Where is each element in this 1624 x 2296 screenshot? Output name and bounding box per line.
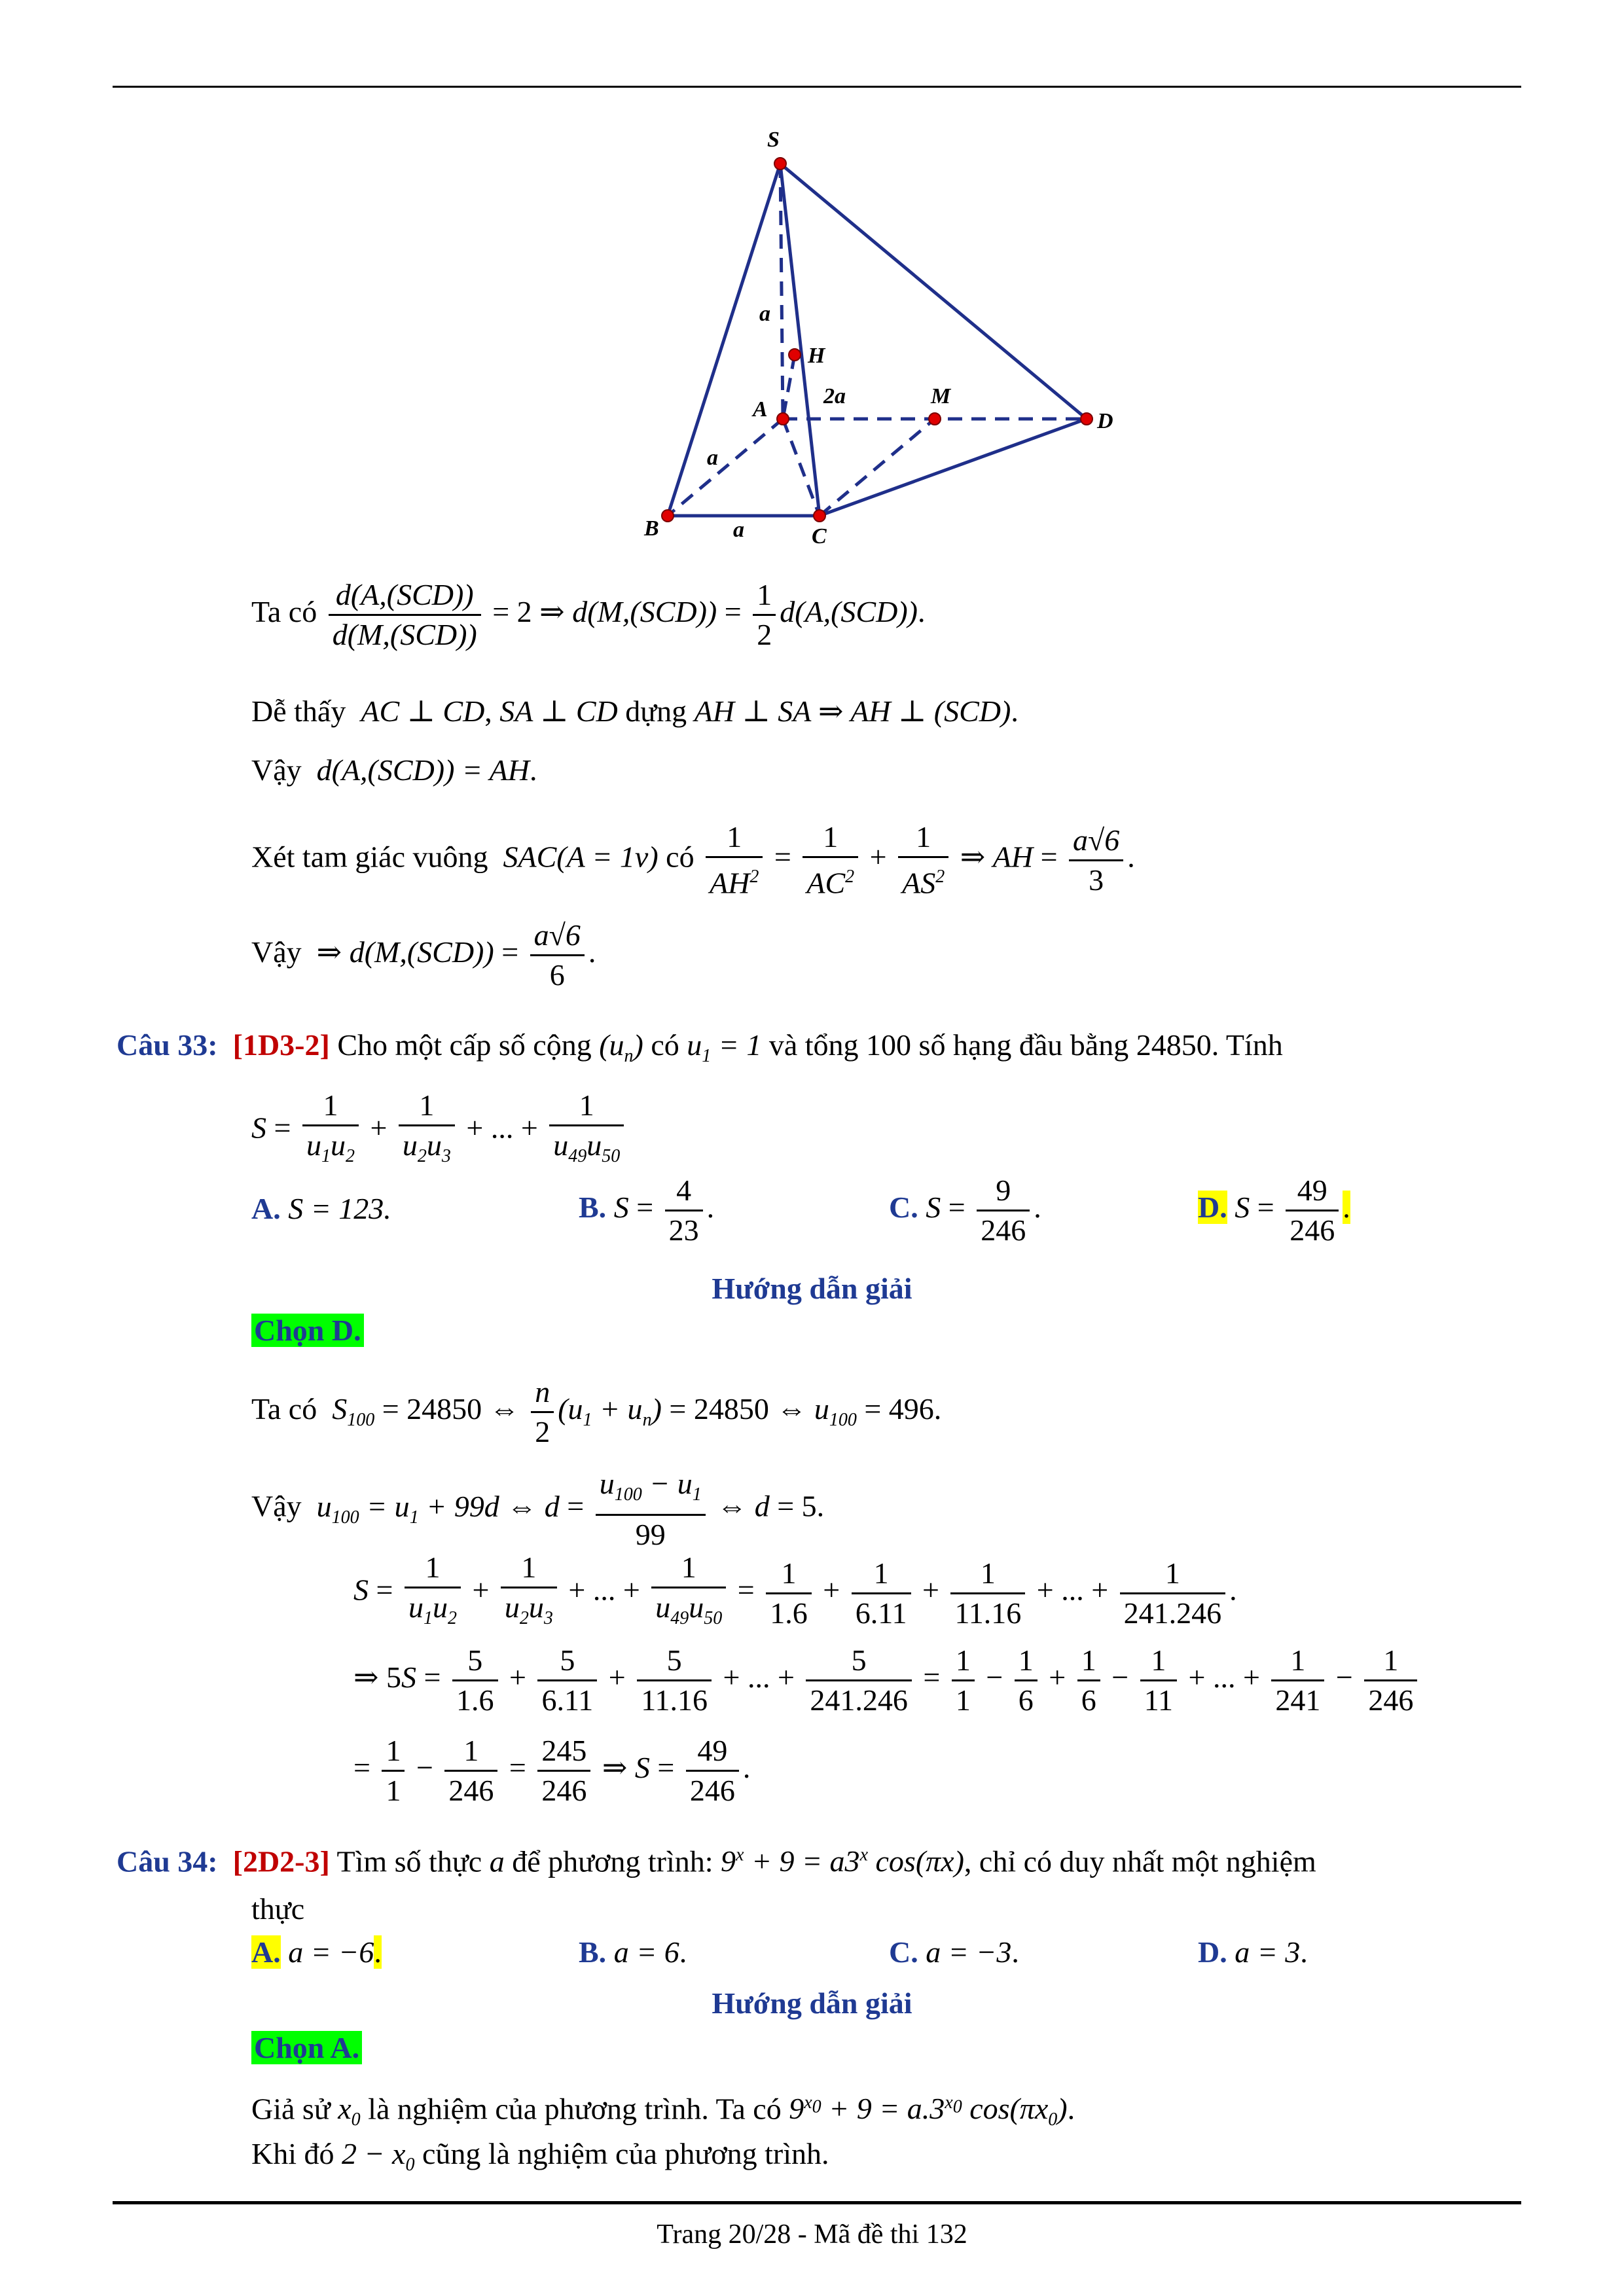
header-rule	[113, 86, 1521, 88]
q34-stem: Câu 34: [2D2-3] Tìm số thực a để phương trình: $9^x + 9 = a3^x$ cos(πx), chỉ có duy nhất một nghiệm	[117, 1844, 1316, 1878]
point-D	[1081, 413, 1092, 425]
q34-sol-line2: Khi đó $2 - x_0$ cũng là nghiệm của phương trình.	[251, 2137, 829, 2176]
q33-sol-line5: = $\frac{1}{1}$ − $\frac{1}{246}$ = $\frac{245}{246}$ ⇒ S = $\frac{49}{246}$ .	[353, 1732, 750, 1810]
q33-sol-line1: Ta có $S_{100} = 24850$ ⇔ $\frac{n}{2}$ $(u_1 + u_n) = 24850$ ⇔ $u_{100} = 496$.	[251, 1373, 941, 1451]
label-len-BC: a	[733, 518, 744, 542]
q33-sol-line4: ⇒ 5S = $\frac{5}{1.6}$ + $\frac{5}{6.11}$ + $\frac{5}{11.16}$ + ... + $\frac{5}{241.246}$ = $\frac{1}{1}$ − $\frac{1}{6}$ + $\frac{1}{6}$ − $\frac{1}{11}$ + ... + $\frac{1}{241}$ − $\frac{1}{246}$	[353, 1641, 1421, 1719]
edge-SB	[668, 164, 780, 516]
label-S: S	[767, 128, 780, 152]
point-M	[929, 413, 941, 425]
point-A	[777, 413, 789, 425]
label-len-SH: a	[759, 302, 770, 326]
sol32-line4: Xét tam giác vuông SAC(A = 1v) có $\frac{1}{AH^2}$ = $\frac{1}{AC^2}$ + $\frac{1}{AS^2}$ ⇒ AH = $\frac{a√6}{3}$ .	[251, 818, 1135, 902]
label-D: D	[1097, 409, 1113, 433]
q33-option-d[interactable]: D. S = $\frac{49}{246}$ .	[1198, 1172, 1350, 1249]
edge-CD	[820, 419, 1087, 516]
q33-stem: Câu 33: [1D3-2] Cho một cấp số cộng $(u_n)$ có $u_1 = 1$ và tổng 100 số hạng đầu bằng 24850. Tính	[117, 1028, 1283, 1067]
q33-option-c[interactable]: C. S = $\frac{9}{246}$ .	[889, 1172, 1041, 1249]
point-S	[774, 158, 786, 170]
q34-guide-heading: Hướng dẫn giải	[712, 1986, 912, 2020]
q33-expression: S = $\frac{1}{u_1u_2}$ + $\frac{1}{u_2u_3}$ + ... + $\frac{1}{u_{49}u_{50}}$	[251, 1086, 628, 1175]
label-H: H	[808, 344, 825, 368]
sol32-line2: Dễ thấy AC ⊥ CD, SA ⊥ CD dựng AH ⊥ SA ⇒ AH ⊥ (SCD).	[251, 694, 1019, 728]
label-len-AM: 2a	[823, 384, 846, 408]
q33-option-a[interactable]: A. S = 123.	[251, 1192, 391, 1225]
q33-sol-line2: Vậy $u_{100} = u_1 + 99d$ ⇔ d = $\frac{u_{100} - u_1}{99}$ ⇔ d = 5.	[251, 1465, 824, 1554]
edge-SD	[780, 164, 1087, 419]
label-A: A	[753, 397, 768, 422]
point-H	[789, 349, 801, 361]
segment-CM	[820, 419, 935, 516]
label-M: M	[931, 384, 951, 408]
q33-answer: Chọn D.	[251, 1312, 364, 1350]
edge-AB	[668, 419, 783, 516]
point-C	[814, 510, 825, 522]
label-C: C	[812, 524, 827, 548]
q34-answer: Chọn A.	[251, 2029, 362, 2067]
q33-option-b[interactable]: B. S = $\frac{4}{23}$ .	[579, 1172, 714, 1249]
edge-SA	[780, 164, 783, 419]
label-len-AB: a	[707, 446, 718, 470]
q33-sol-line3: S = $\frac{1}{u_1u_2}$ + $\frac{1}{u_2u_3}$ + ... + $\frac{1}{u_{49}u_{50}}$ = $\frac{1}{1.6}$ + $\frac{1}{6.11}$ + $\frac{1}{11.16}$ + ... + $\frac{1}{241.246}$ .	[353, 1549, 1237, 1638]
sol32-line1: Ta có $\frac{\text{d(A,(SCD))}}{\text{d(M,(SCD))}}$ = 2 ⇒ d(M,(SCD)) = $\frac{1}{2}$ d(A,(SCD)).	[251, 576, 925, 654]
label-B: B	[644, 516, 659, 541]
segment-AH	[783, 355, 795, 419]
pyramid-figure	[615, 124, 1139, 556]
q34-stem-cont: thực	[251, 1892, 305, 1926]
q34-option-b[interactable]: B. a = 6.	[579, 1935, 687, 1969]
page-footer: Trang 20/28 - Mã đề thi 132	[657, 2219, 967, 2250]
q34-option-a[interactable]: A. a = −6.	[251, 1935, 382, 1969]
q33-guide-heading: Hướng dẫn giải	[712, 1272, 912, 1305]
sol32-line3: Vậy d(A,(SCD)) = AH.	[251, 753, 537, 787]
q34-option-d[interactable]: D. a = 3.	[1198, 1935, 1308, 1969]
sol32-line5: Vậy ⇒ d(M,(SCD)) = $\frac{a√6}{6}$ .	[251, 916, 596, 994]
point-B	[662, 510, 674, 522]
q34-option-c[interactable]: C. a = −3.	[889, 1935, 1019, 1969]
footer-rule	[113, 2201, 1521, 2204]
q34-sol-line1: Giả sử $x_0$ là nghiệm của phương trình. Ta có $9^{x_0} + 9 = a.3^{x_0}$ $\cos(\pi x_0)$.	[251, 2092, 1075, 2130]
